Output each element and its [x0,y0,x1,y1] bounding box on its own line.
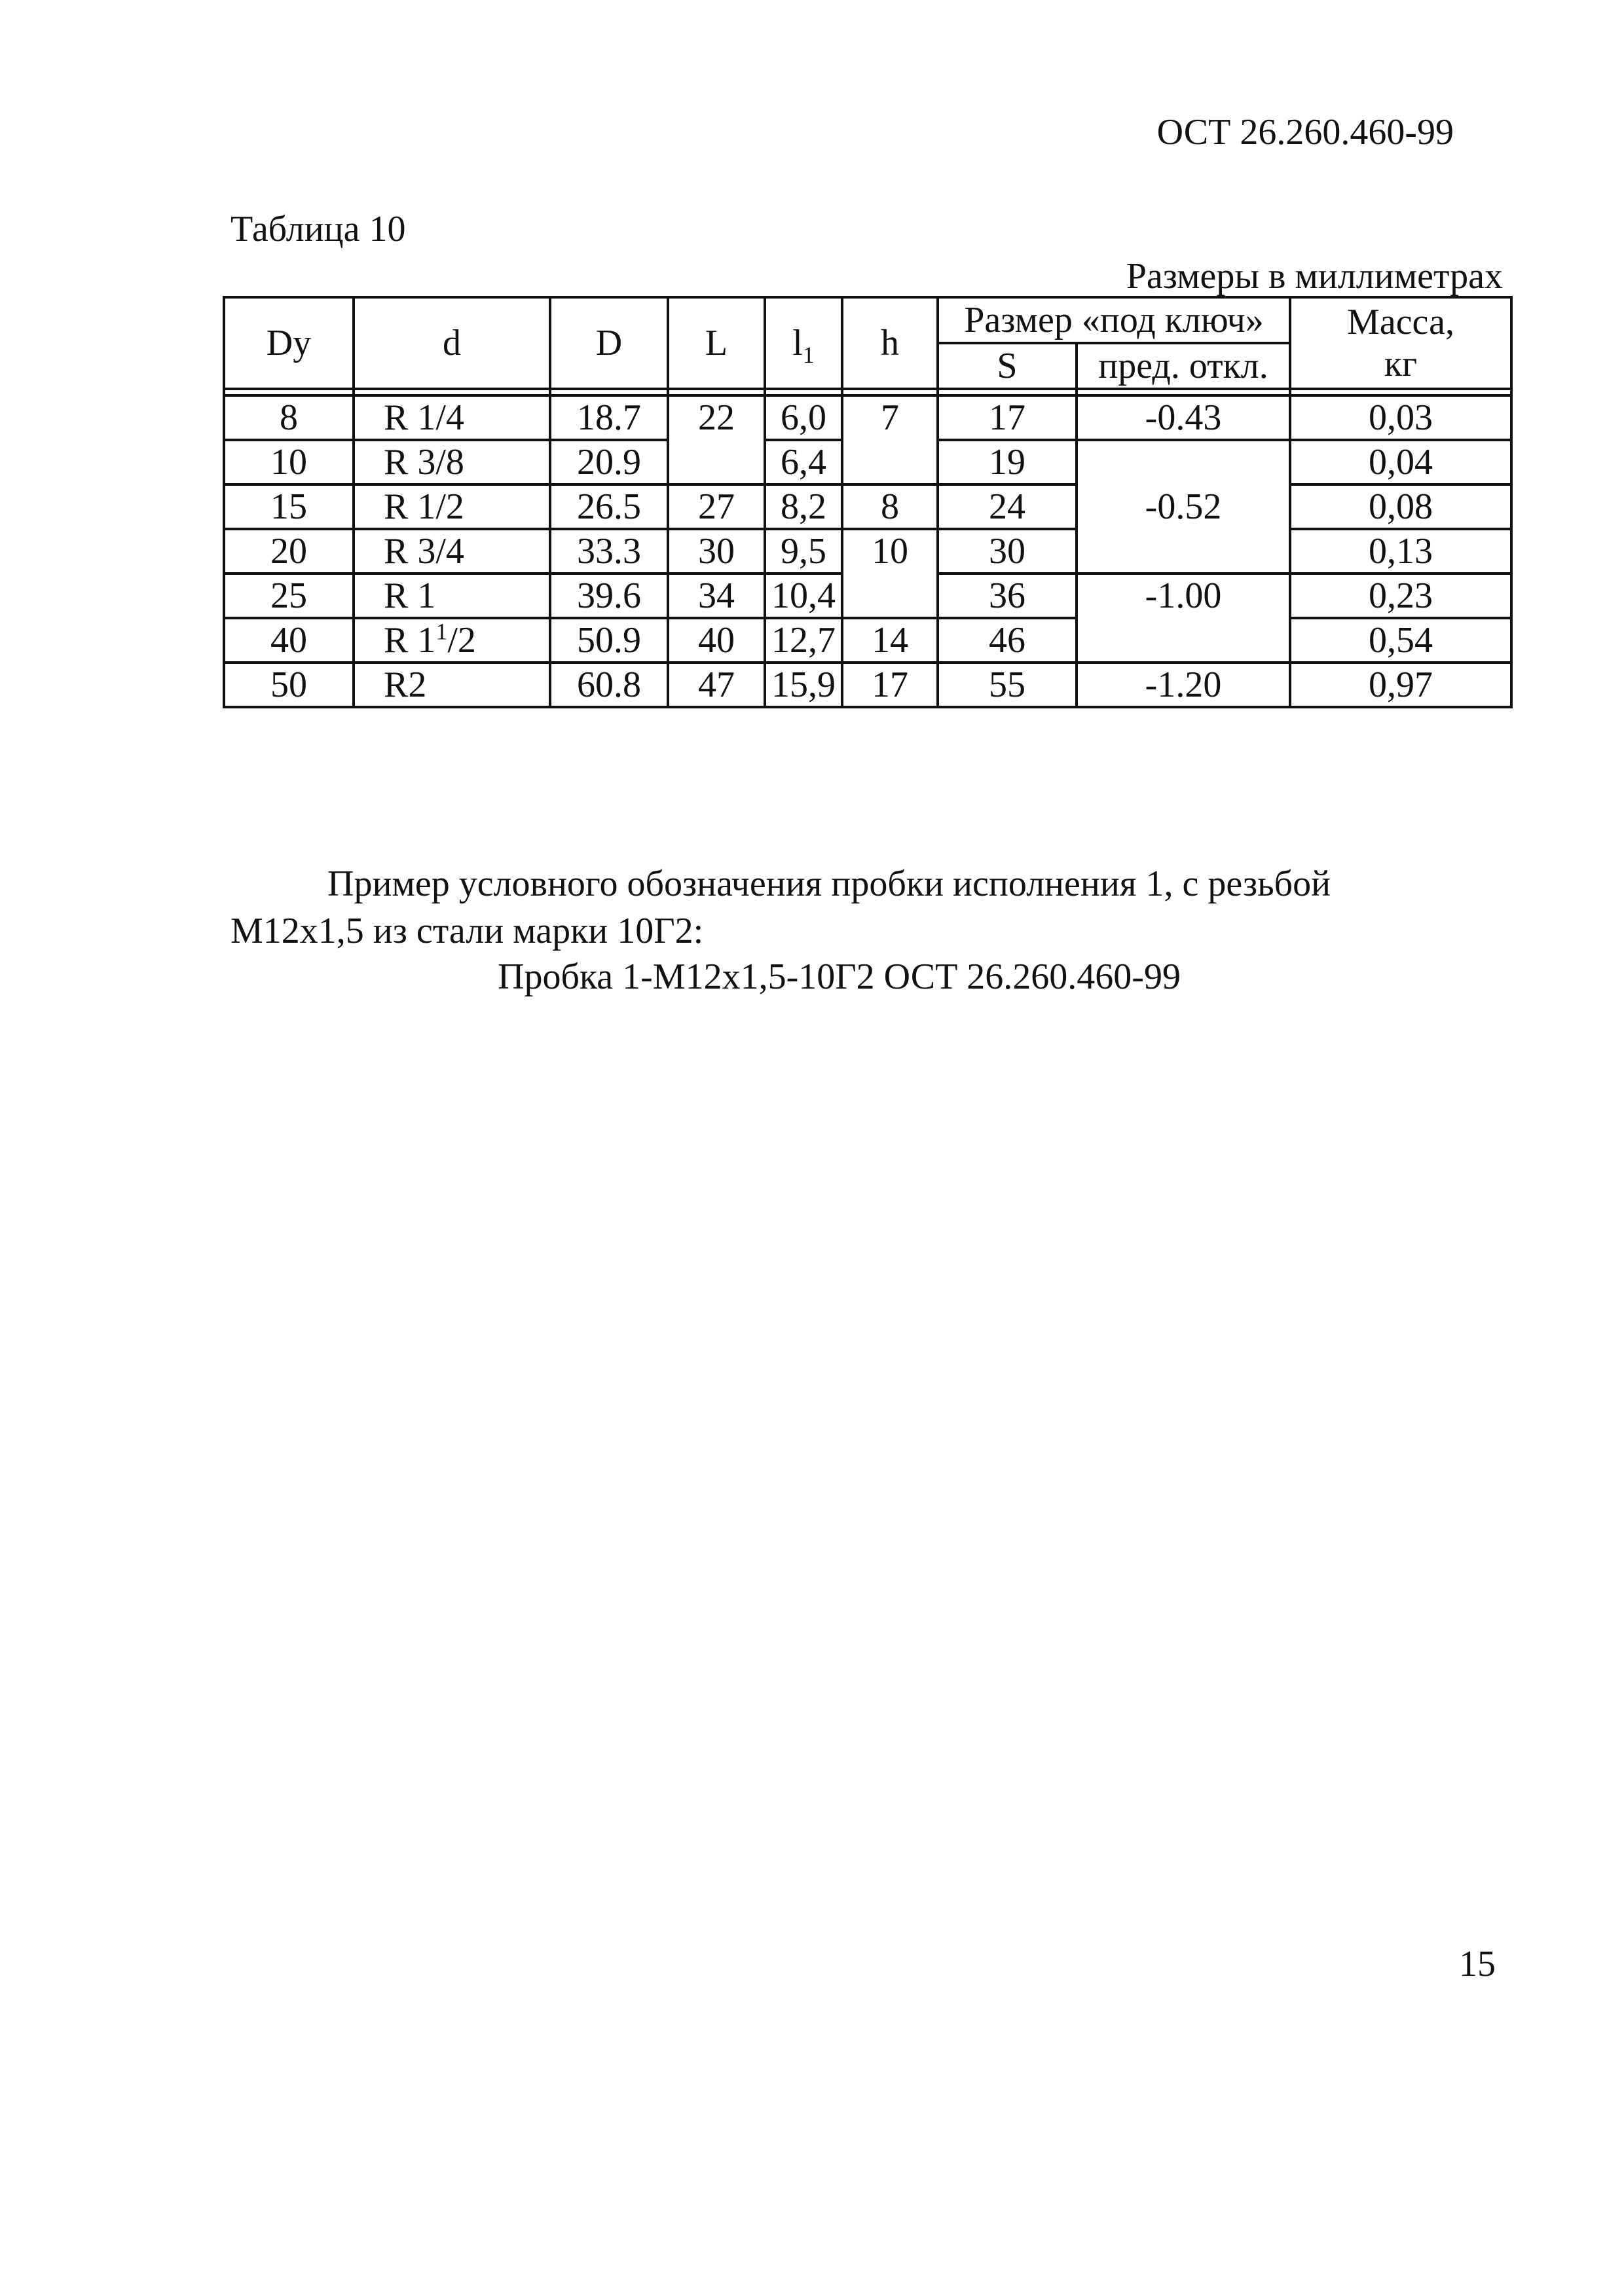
mass-label: Масса, [1347,302,1454,342]
cell-d [354,618,550,663]
cell-l1: 15,9 [765,663,842,707]
mass-unit: кг [1384,344,1418,384]
cell-mass: 0,23 [1290,574,1511,618]
cell-l1: 12,7 [765,618,842,663]
l1-subscript: 1 [802,342,815,369]
col-header-L: L [668,297,765,389]
cell-L: 22 [668,395,765,484]
cell-mass: 0,04 [1290,440,1511,484]
example-text-line1: Пример условного обозначения пробки исполнения 1, с резьбой [327,864,1331,904]
cell-tolerance: -0.52 [1077,440,1290,574]
thread-tail: /2 [447,620,476,661]
cell-tolerance: -1.00 [1077,574,1290,663]
cell-L: 34 [668,574,765,618]
cell-S: 36 [938,574,1077,618]
cell-d: R 1 [354,574,550,618]
cell-D: 26.5 [550,484,668,529]
col-header-S: S [938,343,1077,389]
thread-superscript: 1 [435,618,448,645]
cell-dy: 15 [224,484,354,529]
cell-l1: 6,4 [765,440,842,484]
cell-dy: 20 [224,529,354,574]
cell-dy: 8 [224,395,354,440]
cell-S: 17 [938,395,1077,440]
l1-base: l [792,323,803,363]
cell-dy: 40 [224,618,354,663]
cell-h: 8 [842,484,938,529]
cell-h: 10 [842,529,938,618]
cell-h: 17 [842,663,938,707]
cell-D: 39.6 [550,574,668,618]
example-text-line2: М12х1,5 из стали марки 10Г2: [231,911,704,951]
cell-d: R 3/8 [354,440,550,484]
col-header-mass [1290,297,1511,389]
cell-S: 46 [938,618,1077,663]
header-separator [224,389,1511,395]
cell-d: R 1/2 [354,484,550,529]
col-header-wrench-size: Размер «под ключ» [938,297,1290,343]
cell-mass: 0,54 [1290,618,1511,663]
units-note: Размеры в миллиметрах [1126,256,1503,297]
cell-D: 18.7 [550,395,668,440]
cell-dy: 10 [224,440,354,484]
cell-dy: 50 [224,663,354,707]
cell-l1: 8,2 [765,484,842,529]
col-header-tolerance: пред. откл. [1077,343,1290,389]
table-row [224,663,1511,707]
thread-base: R 1 [384,620,436,661]
table-row [224,529,1511,574]
cell-S: 30 [938,529,1077,574]
table-row [224,395,1511,440]
cell-S: 55 [938,663,1077,707]
col-header-d: d [354,297,550,389]
cell-S: 24 [938,484,1077,529]
cell-S: 19 [938,440,1077,484]
page-number: 15 [1459,1944,1496,1984]
header-row [224,297,1511,343]
cell-d: R 3/4 [354,529,550,574]
table-caption: Таблица 10 [231,209,406,249]
cell-L: 40 [668,618,765,663]
cell-L: 27 [668,484,765,529]
document-code: ОСТ 26.260.460-99 [1156,112,1454,153]
cell-l1: 6,0 [765,395,842,440]
col-header-D: D [550,297,668,389]
cell-D: 60.8 [550,663,668,707]
cell-l1: 9,5 [765,529,842,574]
cell-D: 50.9 [550,618,668,663]
cell-L: 47 [668,663,765,707]
cell-l1: 10,4 [765,574,842,618]
cell-d: R2 [354,663,550,707]
cell-L: 30 [668,529,765,574]
table-row [224,618,1511,663]
cell-h: 14 [842,618,938,663]
cell-D: 20.9 [550,440,668,484]
cell-dy: 25 [224,574,354,618]
cell-mass: 0,97 [1290,663,1511,707]
col-header-dy: Dy [224,297,354,389]
col-header-l1 [765,297,842,389]
cell-mass: 0,08 [1290,484,1511,529]
cell-mass: 0,13 [1290,529,1511,574]
example-designation: Пробка 1-М12х1,5-10Г2 ОСТ 26.260.460-99 [498,957,1181,997]
cell-d: R 1/4 [354,395,550,440]
cell-h: 7 [842,395,938,484]
table-row [224,484,1511,529]
col-header-h: h [842,297,938,389]
cell-mass: 0,03 [1290,395,1511,440]
cell-D: 33.3 [550,529,668,574]
dimensions-table [223,296,1513,708]
cell-tolerance: -0.43 [1077,395,1290,440]
cell-tolerance: -1.20 [1077,663,1290,707]
